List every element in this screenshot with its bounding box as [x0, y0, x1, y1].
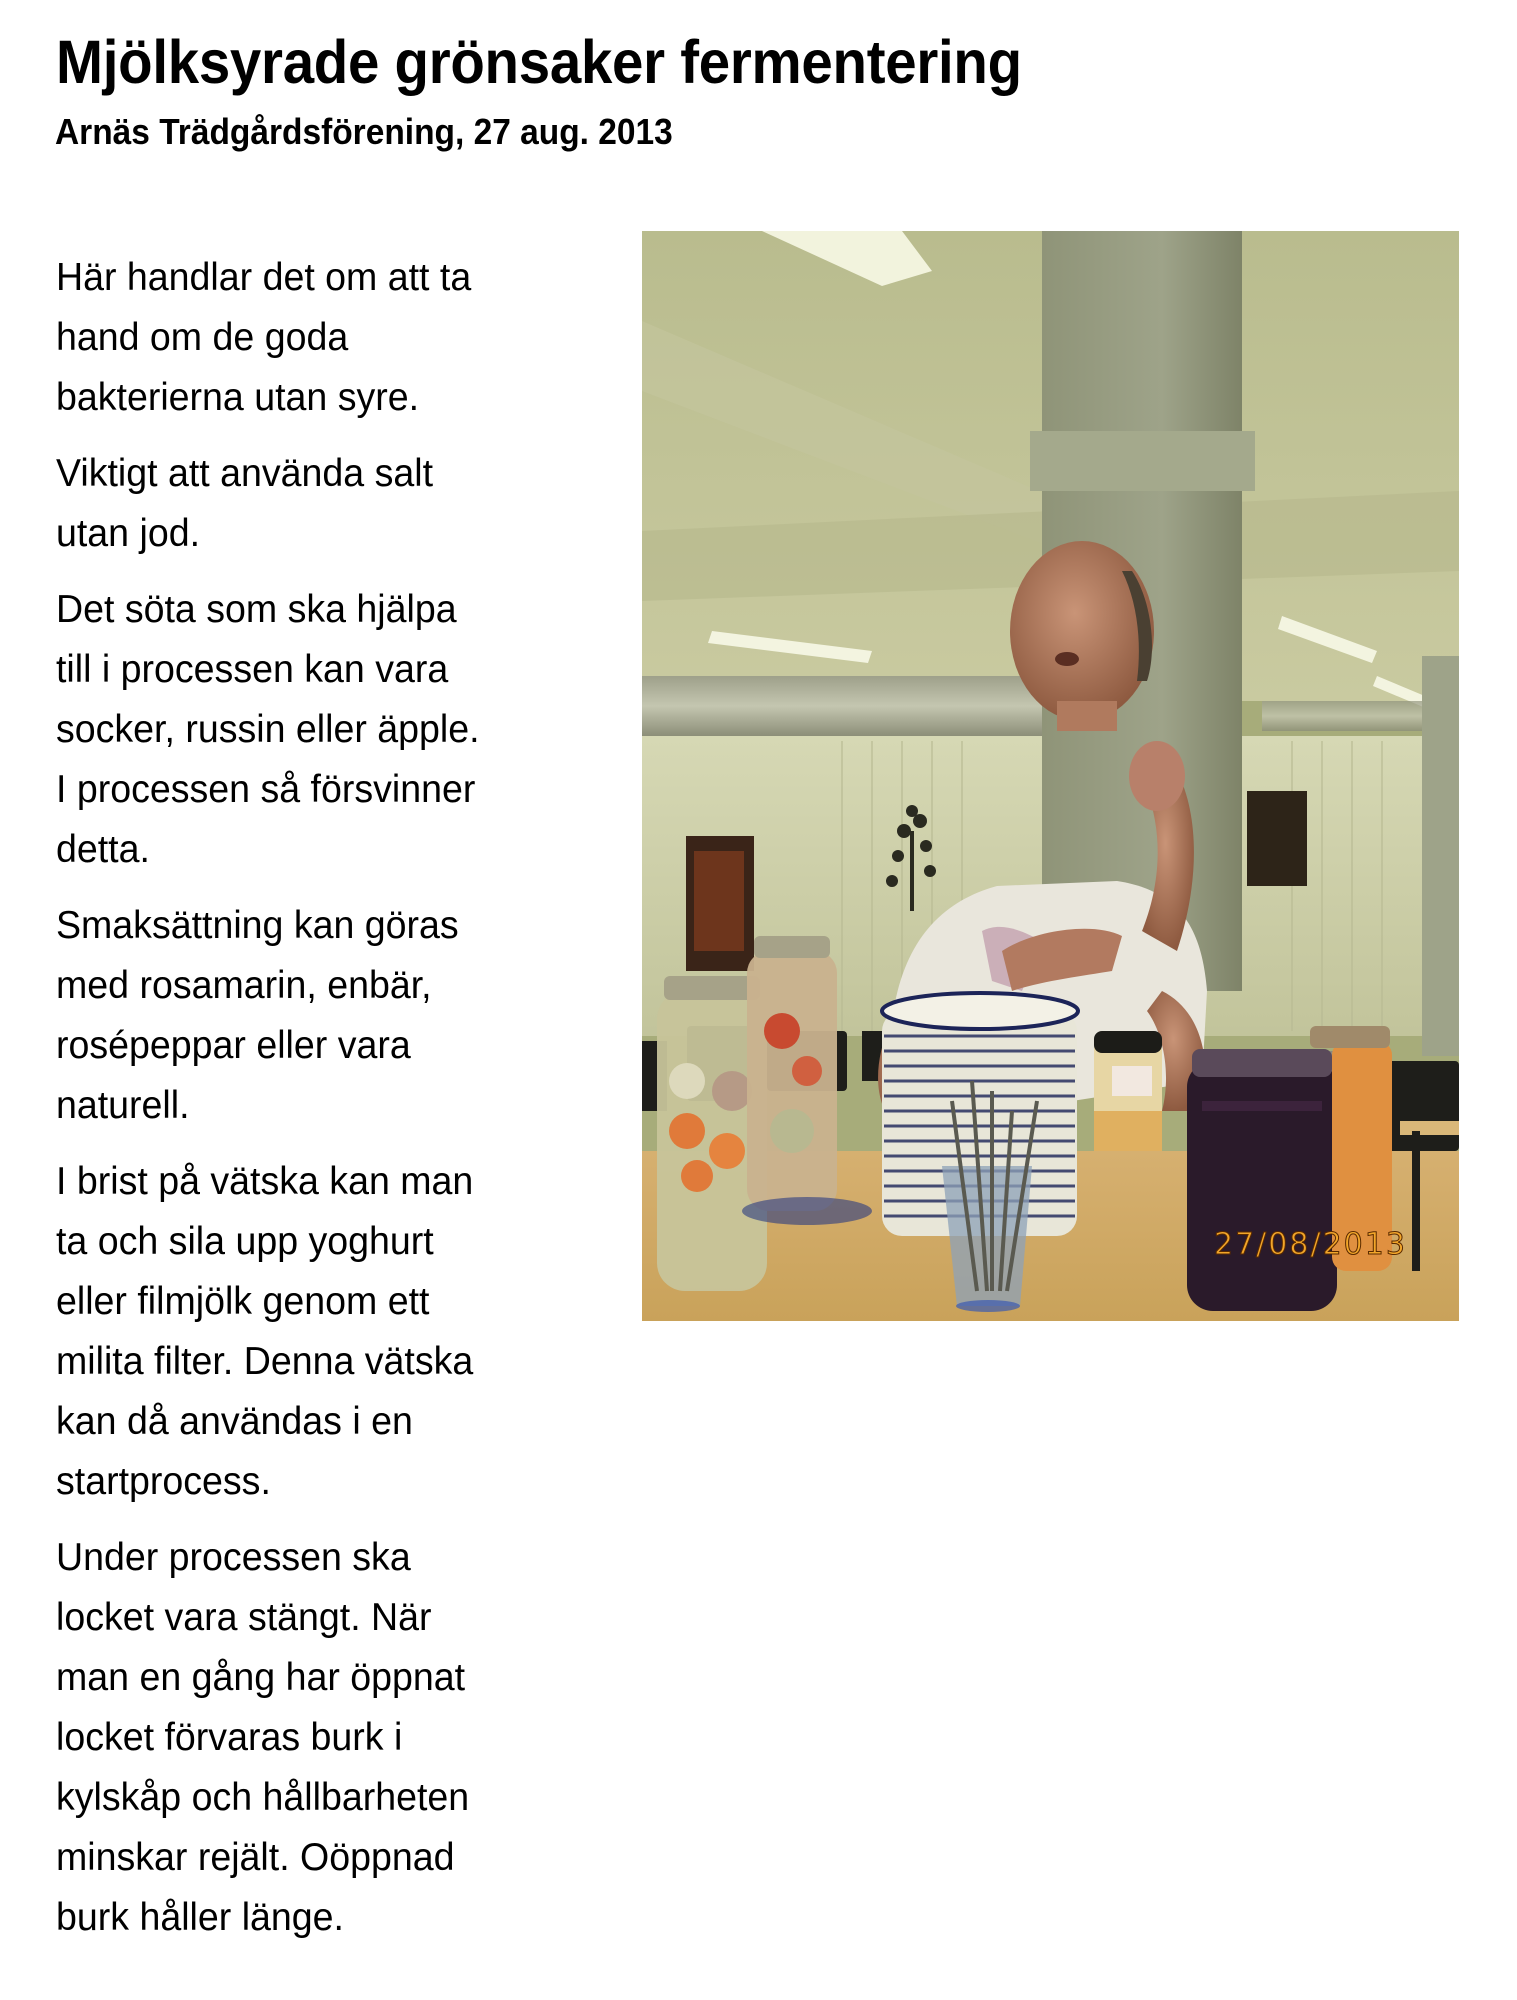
text-line: locket förvaras burk i: [56, 1716, 403, 1759]
wall-poster: [1247, 791, 1307, 886]
text-line: ta och sila upp yoghurt: [56, 1220, 434, 1263]
text-line: burk håller länge.: [56, 1896, 344, 1939]
text-line: detta.: [56, 828, 150, 871]
paragraph: [56, 896, 616, 1136]
text-line: minskar rejält. Oöppnad: [56, 1836, 455, 1879]
text-line: I processen så försvinner: [56, 768, 476, 811]
page-subtitle: Arnäs Trädgårdsförening, 27 aug. 2013: [55, 111, 673, 152]
paragraph: [56, 580, 616, 880]
text-line: I brist på vätska kan man: [56, 1160, 474, 1203]
text-line: Smaksättning kan göras: [56, 904, 459, 947]
text-line: Under processen ska: [56, 1536, 411, 1579]
pillar-bracket: [1030, 431, 1255, 491]
photo-date-stamp: 27/08/2013: [1214, 1227, 1407, 1262]
text-line: naturell.: [56, 1084, 190, 1127]
text-line: kylskåp och hållbarheten: [56, 1776, 470, 1819]
text-line: socker, russin eller äpple.: [56, 708, 480, 751]
text-line: hand om de goda: [56, 316, 349, 359]
text-line: milita filter. Denna vätska: [56, 1340, 474, 1383]
text-line: locket vara stängt. När: [56, 1596, 432, 1639]
paragraph: [56, 248, 616, 428]
paragraph: [56, 1152, 616, 1512]
ventilation-duct: [642, 676, 1062, 736]
body-text: [56, 248, 616, 1964]
vegetable-jar: [747, 936, 837, 1211]
text-line: man en gång har öppnat: [56, 1656, 466, 1699]
text-line: till i processen kan vara: [56, 648, 449, 691]
text-line: startprocess.: [56, 1460, 271, 1503]
photo-illustration: [642, 231, 1459, 1321]
text-line: rosépeppar eller vara: [56, 1024, 411, 1067]
page-title: Mjölksyrade grönsaker fermentering: [56, 28, 1022, 96]
text-line: med rosamarin, enbär,: [56, 964, 432, 1007]
paragraph: [56, 444, 616, 564]
text-line: kan då användas i en: [56, 1400, 413, 1443]
text-line: bakterierna utan syre.: [56, 376, 420, 419]
berry-jar: [1187, 1049, 1337, 1311]
text-line: utan jod.: [56, 512, 201, 555]
text-line: Viktigt att använda salt: [56, 452, 434, 495]
honey-jar: [1094, 1031, 1162, 1151]
text-line: eller filmjölk genom ett: [56, 1280, 430, 1323]
text-line: Här handlar det om att ta: [56, 256, 472, 299]
text-line: Det söta som ska hjälpa: [56, 588, 457, 631]
event-photo: [642, 231, 1459, 1321]
man-head: [1010, 541, 1154, 721]
man-hand: [1129, 741, 1185, 811]
paragraph: [56, 1528, 616, 1948]
